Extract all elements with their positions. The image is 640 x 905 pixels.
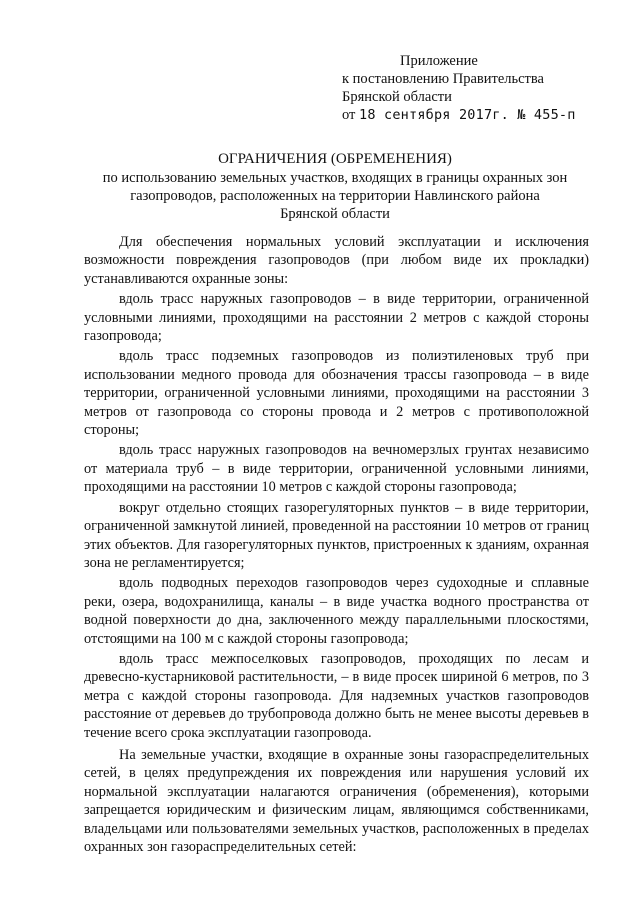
paragraph-permafrost-pipelines: вдоль трасс наружных газопроводов на вечномерзлых грунтах независимо от материала труб – в виде территории, ограниченной условными линиями, проходящими на расстоянии 10 метров с каждой стороны газопровода; bbox=[84, 442, 589, 496]
title-heading: ОГРАНИЧЕНИЯ (ОБРЕМЕНЕНИЯ) bbox=[218, 151, 452, 167]
appendix-date-prefix: от bbox=[342, 107, 360, 123]
document-body bbox=[84, 233, 589, 856]
paragraph-regulator-points: вокруг отдельно стоящих газорегуляторных пунктов – в виде территории, ограниченной замкнутой линией, проведенной на расстоянии 10 метров от границ этих объектов. Для газорегуляторных пунктов, пристроенных к зданиям, охранная зона не регламентируется; bbox=[84, 499, 589, 571]
paragraph-polyethylene-pipelines: вдоль трасс подземных газопроводов из полиэтиленовых труб при использовании медного провода для обозначения трассы газопровода – в виде территории, ограниченной условными линиями, проходящими на расстоянии 3 метров от газопровода со стороны провода и 2 метров с противоположной стороны; bbox=[84, 348, 589, 439]
paragraph-underwater-crossings: вдоль подводных переходов газопроводов через судоходные и сплавные реки, озера, водохранилища, каналы – в виде участка водного пространства от водной поверхности до дна, заключенного между параллельными плоскостями, отстоящими на 100 м с каждой стороны газопровода; bbox=[84, 575, 589, 647]
appendix-title: Приложение bbox=[400, 53, 478, 69]
appendix-date-line bbox=[342, 106, 627, 124]
paragraph-restrictions: На земельные участки, входящие в охранные зоны газораспределительных сетей, в целях предупреждения их повреждения или нарушения условий их нормальной эксплуатации налагаются ограничения (обременения), которыми запрещается юридическим и физическим лицам, являющимся собственниками, владельцами или пользователями земельных участков, расположенных в пределах охранных зон газораспределительных сетей: bbox=[84, 746, 589, 855]
appendix-resolution: к постановлению Правительства bbox=[342, 71, 544, 87]
title-line-1: по использованию земельных участков, входящих в границы охранных зон bbox=[102, 170, 568, 186]
document-title bbox=[60, 150, 610, 223]
appendix-region: Брянской области bbox=[342, 89, 452, 105]
paragraph-outdoor-pipelines: вдоль трасс наружных газопроводов – в виде территории, ограниченной условными линиями, проходящими на расстоянии 2 метров с каждой стороны газопровода; bbox=[84, 291, 589, 345]
title-line-3: Брянской области bbox=[280, 206, 390, 222]
appendix-date: 18 сентября 2017г. № 455-п bbox=[359, 107, 576, 123]
paragraph-forest-pipelines: вдоль трасс межпоселковых газопроводов, проходящих по лесам и древесно-кустарниковой растительности, – в виде просек шириной 6 метров, по 3 метра с каждой стороны газопровода. Для надземных участков газопроводов расстояние от деревьев до трубопровода должно быть не менее высоты деревьев в течение всего срока эксплуатации газопровода. bbox=[84, 650, 589, 741]
title-line-2: газопроводов, расположенных на территории Навлинского района bbox=[130, 188, 540, 204]
paragraph-intro: Для обеспечения нормальных условий эксплуатации и исключения возможности повреждения газопроводов (при любом виде их прокладки) устанавливаются охранные зоны: bbox=[84, 234, 589, 287]
appendix-block bbox=[342, 52, 627, 124]
